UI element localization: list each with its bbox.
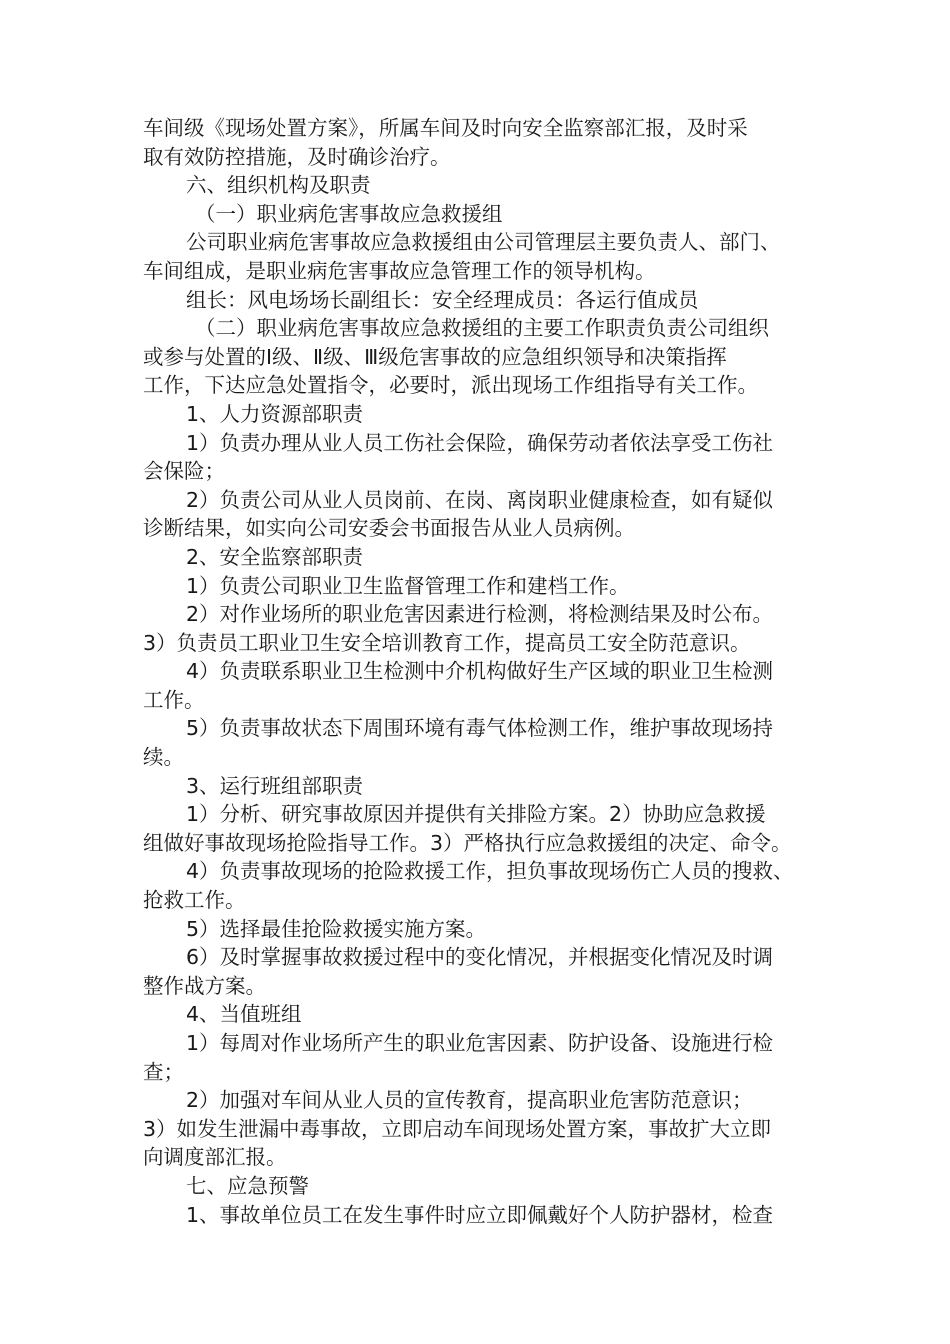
text-line: 1）负责公司职业卫生监督管理工作和建档工作。 xyxy=(186,573,630,598)
text-line: 6）及时掌握事故救援过程中的变化情况，并根据变化情况及时调 xyxy=(186,945,774,970)
subsection-heading: （二）职业病危害事故应急救援组的主要工作职责负责公司组织 xyxy=(195,316,769,341)
item-heading: 4、当值班组 xyxy=(186,1002,302,1027)
section-heading: 六、组织机构及职责 xyxy=(186,173,371,198)
document-body xyxy=(143,114,813,1229)
text-line: 3）负责员工职业卫生安全培训教育工作，提高员工安全防范意识。 xyxy=(143,630,751,655)
text-line: 2）负责公司从业人员岗前、在岗、离岗职业健康检查，如有疑似 xyxy=(186,487,774,512)
text-line: 取有效防控措施，及时确诊治疗。 xyxy=(143,144,451,169)
subsection-heading: （一）职业病危害事故应急救援组 xyxy=(195,201,503,226)
text-line: 2）加强对车间从业人员的宣传教育，提高职业危害防范意识； xyxy=(186,1088,753,1113)
item-heading: 2、安全监察部职责 xyxy=(186,544,364,569)
text-line: 整作战方案。 xyxy=(143,973,266,998)
text-line: 4）负责事故现场的抢险救援工作，担负事故现场伤亡人员的搜救、 xyxy=(186,859,794,884)
text-line: 车间组成，是职业病危害事故应急管理工作的领导机构。 xyxy=(143,258,656,283)
text-line: 向调度部汇报。 xyxy=(143,1145,287,1170)
text-line: 或参与处置的Ⅰ级、Ⅱ级、Ⅲ级危害事故的应急组织领导和决策指挥 xyxy=(143,344,727,369)
text-line: 4）负责联系职业卫生检测中介机构做好生产区域的职业卫生检测 xyxy=(186,659,774,684)
text-line: 1）负责办理从业人员工伤社会保险，确保劳动者依法享受工伤社 xyxy=(186,430,774,455)
text-line: 公司职业病危害事故应急救援组由公司管理层主要负责人、部门、 xyxy=(186,230,781,255)
text-line: 3）如发生泄漏中毒事故，立即启动车间现场处置方案，事故扩大立即 xyxy=(143,1116,772,1141)
text-line: 会保险； xyxy=(143,459,225,484)
item-heading: 1、人力资源部职责 xyxy=(186,401,364,426)
text-line: 抢救工作。 xyxy=(143,888,246,913)
text-line: 车间级《现场处置方案》，所属车间及时向安全监察部汇报，及时采 xyxy=(143,116,748,140)
text-line: 1）分析、研究事故原因并提供有关排险方案。2）协助应急救援 xyxy=(186,802,766,827)
text-line: 组长：风电场场长副组长：安全经理成员：各运行值成员 xyxy=(186,287,699,312)
text-line: 组做好事故现场抢险指导工作。3）严格执行应急救援组的决定、命令。 xyxy=(143,830,792,855)
text-line: 工作。 xyxy=(143,687,205,712)
text-line: 1、事故单位员工在发生事件时应立即佩戴好个人防护器材，检查 xyxy=(186,1202,774,1227)
text-line: 查； xyxy=(143,1059,184,1084)
text-line: 1）每周对作业场所产生的职业危害因素、防护设备、设施进行检 xyxy=(186,1031,774,1055)
text-line: 续。 xyxy=(143,745,184,770)
text-line: 5）负责事故状态下周围环境有毒气体检测工作，维护事故现场持 xyxy=(186,716,774,741)
item-heading: 3、运行班组部职责 xyxy=(186,773,364,798)
text-line: 5）选择最佳抢险救援实施方案。 xyxy=(186,916,487,941)
section-heading: 七、应急预警 xyxy=(186,1173,309,1198)
text-line: 2）对作业场所的职业危害因素进行检测，将检测结果及时公布。 xyxy=(186,602,774,627)
text-line: 工作，下达应急处置指令，必要时，派出现场工作组指导有关工作。 xyxy=(143,373,758,398)
text-line: 诊断结果，如实向公司安委会书面报告从业人员病例。 xyxy=(143,516,635,541)
